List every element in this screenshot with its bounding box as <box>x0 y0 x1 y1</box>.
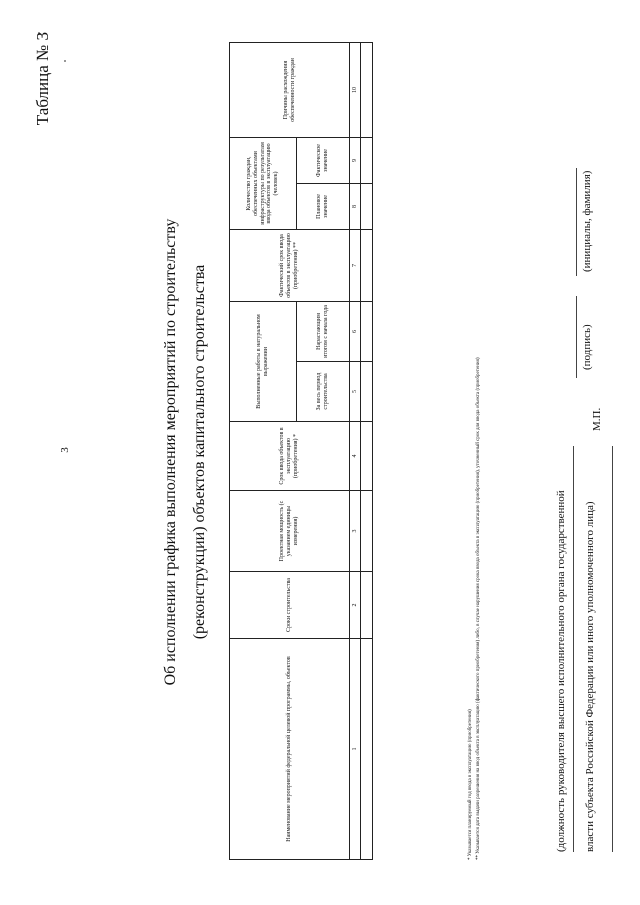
report-table <box>229 42 373 860</box>
official-position-label-line-1: (должность руководителя высшего исполнительного органа государственной <box>555 490 567 852</box>
name-label: (инициалы, фамилия) <box>581 170 593 272</box>
official-position-label-line-2: власти субъекта Российской Федерации или иного уполномоченного лица) <box>584 501 596 852</box>
stamp-label: М.П. <box>591 407 603 431</box>
header-completed-works: Выполненные работы в натуральном выражении <box>230 301 297 421</box>
header-actual-value: Фактическое значение <box>297 137 350 183</box>
table-cell <box>361 572 373 639</box>
column-number: 5 <box>350 362 361 422</box>
header-discrepancy-reasons: Причины расхождения обеспеченности граждан <box>230 42 350 137</box>
footnote-2: ** Указывается дата выдачи разрешения на ввод объекта в эксплуатацию (фактического приобретения) либо, в случае нарушения срока ввода объекта в эксплуатацию (приобретения), уточненный срок для ввода объекта (приобретения) <box>476 357 482 860</box>
header-whole-period: За весь период строительства <box>297 362 350 422</box>
header-object-name: Наименование мероприятий федеральной целевой программы, объектов <box>230 639 350 860</box>
column-number: 9 <box>350 137 361 183</box>
table-cell <box>361 639 373 860</box>
column-number: 7 <box>350 229 361 301</box>
table-cell <box>361 491 373 572</box>
column-number: 10 <box>350 42 361 137</box>
header-citizens-provided: Количество граждан, обеспеченных объектами инфраструктуры по результатам ввода объектов в эксплуатацию (человек) <box>230 137 297 229</box>
table-cell <box>361 183 373 229</box>
column-number: 8 <box>350 183 361 229</box>
signature-line <box>576 296 577 378</box>
table-header-row <box>230 42 297 859</box>
table-cell <box>361 301 373 361</box>
report-title-line-2: (реконструкции) объектов капитального строительства <box>191 264 208 640</box>
rotated-sheet <box>33 32 633 872</box>
footnote-1: * Указывается планируемый год ввода в эксплуатацию (приобретения) <box>468 709 473 860</box>
column-number: 3 <box>350 491 361 572</box>
header-year-to-date: Нарастающим итогом с начала года <box>297 301 350 361</box>
column-number: 1 <box>350 639 361 860</box>
column-number-row <box>350 42 361 859</box>
header-commissioning-date: Срок ввода объектов в эксплуатацию (приобретения) * <box>230 422 350 491</box>
header-planned-value: Плановое значение <box>297 183 350 229</box>
table-cell <box>361 362 373 422</box>
page-number: 3 <box>58 447 71 453</box>
header-actual-commissioning: Фактический срок ввода объектов в эксплуатацию (приобретения) ** <box>230 229 350 301</box>
signature-label: (подпись) <box>581 324 593 370</box>
column-number: 4 <box>350 422 361 491</box>
table-data-row <box>361 42 373 859</box>
header-construction-period: Сроки строительства <box>230 572 350 639</box>
header-design-capacity: Проектная мощность (с указанием единицы измерения) <box>230 491 350 572</box>
column-number: 2 <box>350 572 361 639</box>
table-cell <box>361 422 373 491</box>
table-cell <box>361 229 373 301</box>
table-cell <box>361 137 373 183</box>
position-underline <box>612 446 613 852</box>
column-number: 6 <box>350 301 361 361</box>
report-title-line-1: Об исполнении графика выполнения мероприятий по строительству <box>162 218 179 686</box>
table-cell <box>361 42 373 137</box>
name-line <box>576 168 577 276</box>
position-underline <box>573 446 574 852</box>
footnotes <box>467 260 484 860</box>
table-label: Таблица № 3 <box>33 32 52 126</box>
